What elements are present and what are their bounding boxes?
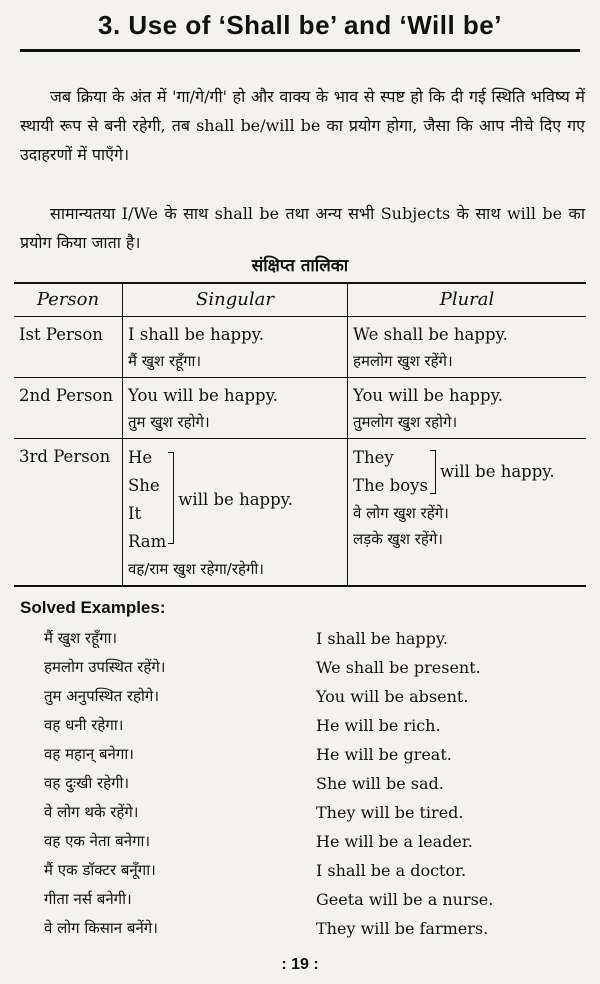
plural-hindi: हमलोग खुश रहेंगे। xyxy=(353,352,453,370)
example-english: Geeta will be a nurse. xyxy=(316,890,494,909)
table-row xyxy=(14,439,586,587)
header-singular: Singular xyxy=(123,283,348,317)
singular-english: You will be happy. xyxy=(128,386,278,405)
example-hindi: वह धनी रहेगा। xyxy=(44,716,124,734)
plural-hindi: वे लोग खुश रहेंगे। xyxy=(353,504,449,522)
plural-hindi: तुमलोग खुश रहोगे। xyxy=(353,413,458,431)
singular-hindi: मैं खुश रहूँगा। xyxy=(128,352,202,370)
example-hindi: हमलोग उपस्थित रहेंगे। xyxy=(44,658,166,676)
singular-hindi: वह/राम खुश रहेगा/रहेगी। xyxy=(128,560,264,578)
header-person: Person xyxy=(14,283,123,317)
bracket-shape xyxy=(430,450,436,494)
example-english: He will be great. xyxy=(316,745,452,764)
bracket-shape xyxy=(168,452,174,544)
intro-paragraph-2: सामान्यतया I/We के साथ shall be तथा अन्य सभी Subjects के साथ will be का प्रयोग किया जाता है। xyxy=(20,204,585,252)
table-header-row xyxy=(14,283,586,317)
singular-english: I shall be happy. xyxy=(128,325,265,344)
example-row xyxy=(44,769,584,798)
person-label: 3rd Person xyxy=(19,447,111,466)
example-row xyxy=(44,682,584,711)
person-label: Ist Person xyxy=(19,325,103,344)
plural-english: We shall be happy. xyxy=(353,325,508,344)
example-hindi: तुम अनुपस्थित रहोगे। xyxy=(44,687,160,705)
plural-english: You will be happy. xyxy=(353,386,503,405)
example-hindi: वह महान् बनेगा। xyxy=(44,745,134,763)
person-label: 2nd Person xyxy=(19,386,113,405)
plural-verb-phrase: will be happy. xyxy=(439,462,555,481)
page-number: : 19 : xyxy=(281,956,319,973)
summary-table xyxy=(14,282,586,587)
page-title: 3. Use of ‘Shall be’ and ‘Will be’ xyxy=(20,10,580,52)
example-english: I shall be a doctor. xyxy=(316,861,467,880)
example-row xyxy=(44,653,584,682)
example-english: You will be absent. xyxy=(316,687,469,706)
example-hindi: गीता नर्स बनेगी। xyxy=(44,890,132,908)
singular-subject-group xyxy=(128,444,342,556)
example-hindi: मैं एक डॉक्टर बनूँगा। xyxy=(44,861,156,879)
example-hindi: मैं खुश रहूँगा। xyxy=(44,629,118,647)
example-english: They will be tired. xyxy=(316,803,464,822)
plural-hindi: लड़के खुश रहेंगे। xyxy=(353,530,443,548)
table-row xyxy=(14,378,586,439)
example-row xyxy=(44,624,584,653)
example-row xyxy=(44,856,584,885)
example-hindi: वे लोग किसान बनेंगे। xyxy=(44,919,158,937)
singular-verb-phrase: will be happy. xyxy=(178,490,294,509)
example-row xyxy=(44,711,584,740)
example-english: We shall be present. xyxy=(316,658,481,677)
example-row xyxy=(44,885,584,914)
example-hindi: वे लोग थके रहेंगे। xyxy=(44,803,139,821)
example-row xyxy=(44,798,584,827)
solved-examples-heading: Solved Examples: xyxy=(20,598,166,617)
example-english: She will be sad. xyxy=(316,774,444,793)
subject-item: It xyxy=(128,504,142,523)
example-hindi: वह एक नेता बनेगा। xyxy=(44,832,151,850)
table-title: संक्षिप्त तालिका xyxy=(251,256,349,276)
subject-item: They xyxy=(353,448,394,467)
solved-examples-list xyxy=(44,624,584,943)
example-row xyxy=(44,914,584,943)
example-row xyxy=(44,740,584,769)
example-english: They will be farmers. xyxy=(316,919,489,938)
subject-item: He xyxy=(128,448,153,467)
example-english: He will be a leader. xyxy=(316,832,473,851)
table-row xyxy=(14,317,586,378)
subject-item: She xyxy=(128,476,160,495)
example-hindi: वह दुःखी रहेगी। xyxy=(44,774,130,792)
plural-subject-group xyxy=(353,444,581,500)
example-english: He will be rich. xyxy=(316,716,441,735)
subject-item: Ram xyxy=(128,532,167,551)
example-row xyxy=(44,827,584,856)
intro-paragraph-1: जब क्रिया के अंत में 'गा/गे/गी' हो और वाक्य के भाव से स्पष्ट हो कि दी गई स्थिति भविष्य में स्थायी रूप से बनी रहेगी, तब shall be/will be का प्रयोग होगा, जैसा कि आप नीचे दिए गए उदाहरणों में पाएँगे। xyxy=(20,87,585,164)
header-plural: Plural xyxy=(348,283,587,317)
subject-item: The boys xyxy=(353,476,428,495)
singular-hindi: तुम खुश रहोगे। xyxy=(128,413,210,431)
example-english: I shall be happy. xyxy=(316,629,448,648)
